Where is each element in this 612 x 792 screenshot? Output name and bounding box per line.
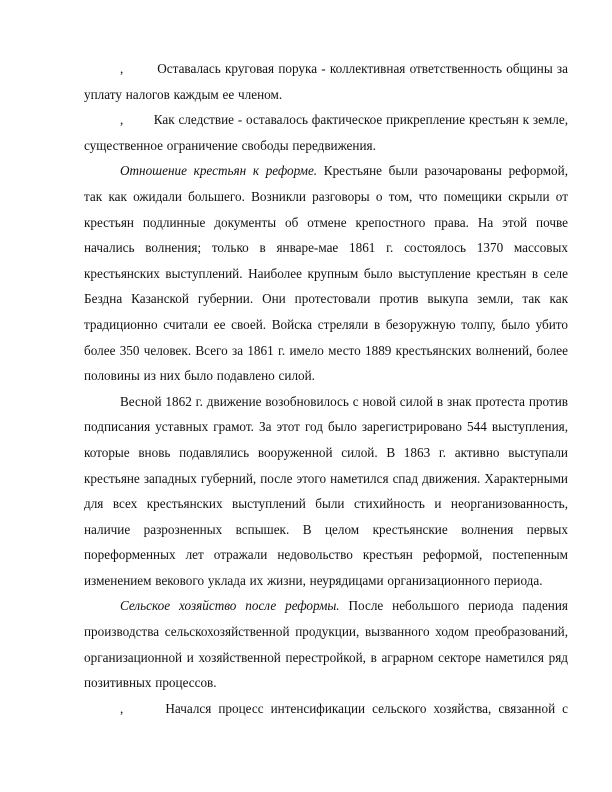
paragraph-bullet-1 xyxy=(84,56,568,107)
section-title: Сельское хозяйство после реформы. xyxy=(120,598,340,614)
paragraph-text: Весной 1862 г. движение возобновилось с новой силой в знак протеста против подписания уставных грамот. За этот год было зарегистрировано 544 выступления, которые вновь подавлялись вооруженной силой. В 1863 г. активно выступали крестьяне западных губерний, после этого наметился спад движения. Характерными для всех крестьянских выступлений были стихийность и неорганизованность, наличие разрозненных вспышек. В целом крестьянские волнения первых пореформенных лет отражали недовольство крестьян реформой, постепенным изменением векового уклада их жизни, неурядицами организационного периода. xyxy=(84,393,568,588)
paragraph-spring-1862 xyxy=(84,389,568,594)
paragraph-text: Начался процесс интенсификации сельского хозяйства, связанной с xyxy=(165,700,569,716)
paragraph-bullet-3 xyxy=(84,696,568,722)
paragraph-text: Крестьяне были разочарованы реформой, так как ожидали большего. Возникли разговоры о том, что помещики скрыли от крестьян подлинные документы об отмене крепостного права. На этой почве начались волнения; только в январе-мае 1861 г. состоялось 1370 массовых крестьянских выступлений. Наиболее крупным было выступление крестьян в селе Бездна Казанской губернии. Они протестовали против выкупа земли, так как традиционно считали ее своей. Войска стреляли в безоружную толпу, было убито более 350 человек. Всего за 1861 г. имело место 1889 крестьянских волнений, более половины из них было подавлено силой. xyxy=(84,163,569,384)
paragraph-text: Оставалась круговая порука - коллективная ответственность общины за уплату налогов каждым ее членом. xyxy=(84,61,568,102)
bullet-marker: , xyxy=(120,61,124,76)
section-title: Отношение крестьян к реформе. xyxy=(120,163,318,179)
paragraph-peasant-attitude xyxy=(84,158,568,388)
paragraph-bullet-2 xyxy=(84,107,568,158)
bullet-marker: , xyxy=(120,112,124,128)
paragraph-agriculture xyxy=(84,593,568,695)
paragraph-text: После небольшого периода падения производства сельскохозяйственной продукции, вызванного ходом преобразований, организационной и хозяйственной перестройкой, в аграрном секторе наметился ряд позитивных процессов. xyxy=(84,598,568,691)
bullet-marker: , xyxy=(120,700,124,716)
paragraph-text: Как следствие - оставалось фактическое прикрепление крестьян к земле, существенное ограничение свободы передвижения. xyxy=(84,112,568,153)
